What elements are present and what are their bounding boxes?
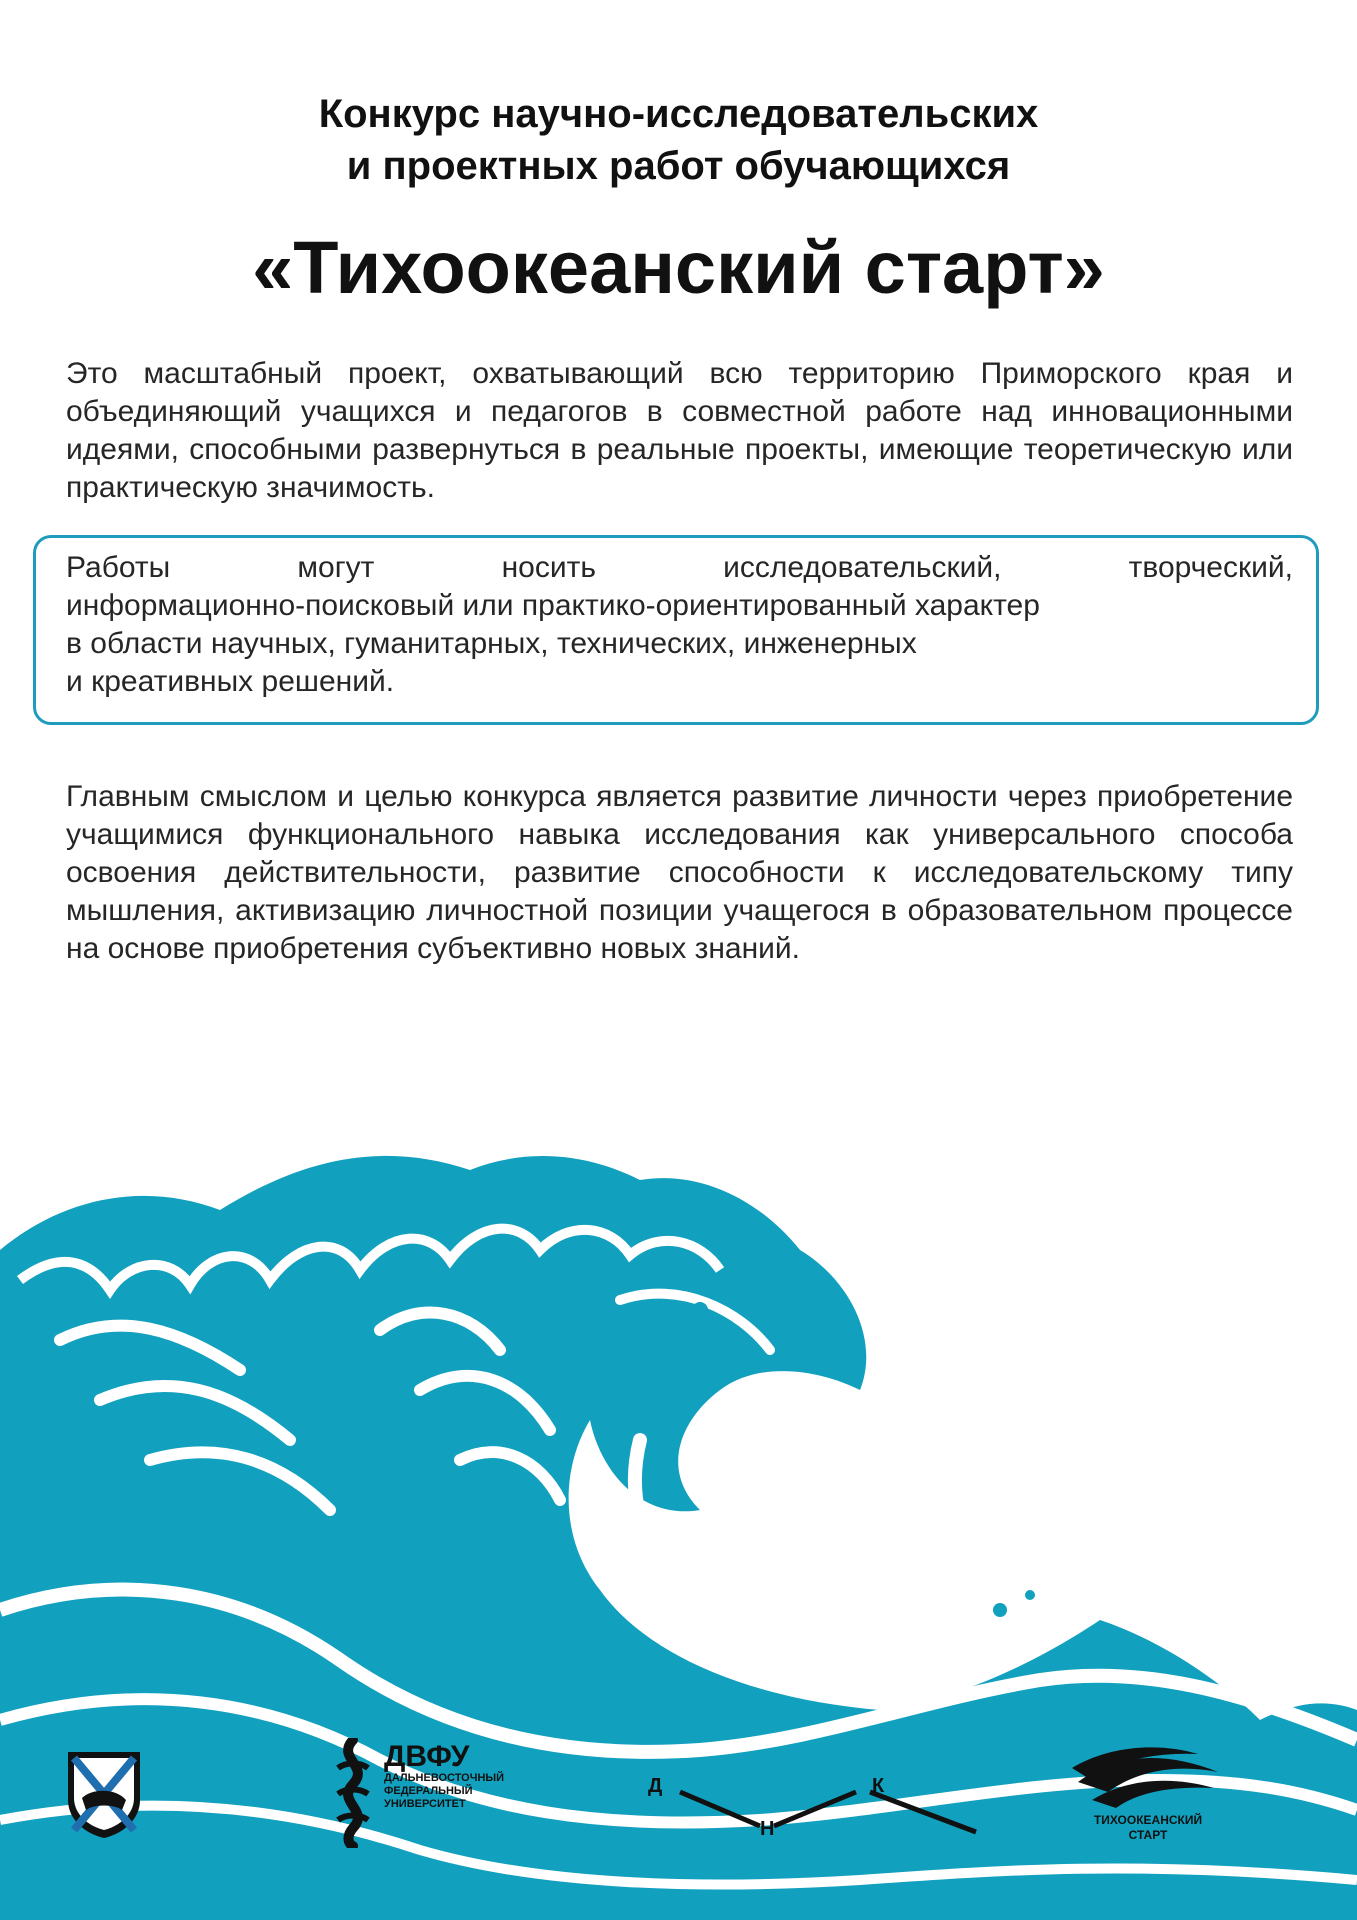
- dvfu-sub-line-2: ФЕДЕРАЛЬНЫЙ: [384, 1785, 473, 1797]
- dvfu-logo-subtitle: [384, 1772, 524, 1811]
- dnk-letter-n: Н: [760, 1818, 775, 1840]
- pacific-start-logo-name: [1068, 1813, 1228, 1843]
- ts-line-2: СТАРТ: [1128, 1828, 1168, 1842]
- dnk-letter-d: Д: [648, 1775, 663, 1797]
- word: Работы: [66, 551, 171, 584]
- work-types-line-2: информационно-поисковый или практико-ориентированный характер: [66, 589, 1040, 622]
- work-types-line-1: [66, 549, 1293, 587]
- heading-line-2: и проектных работ обучающихся: [346, 144, 1011, 188]
- word: могут: [297, 551, 375, 584]
- dvfu-emblem: [326, 1738, 380, 1848]
- coat-of-arms-logo: [64, 1748, 144, 1840]
- word: носить: [501, 551, 596, 584]
- dvfu-sub-line-1: ДАЛЬНЕВОСТОЧНЫЙ: [384, 1772, 505, 1784]
- goal-paragraph: Главным смыслом и целью конкурса является развитие личности через приобретение учащимися функционального навыка исследования как универсального способа освоения действительности, развитие способности к исследовательскому типу мышления, активизацию личностной позиции учащегося в образовательном процессе на основе приобретения субъективно новых знаний.: [66, 780, 1293, 965]
- word: исследовательский,: [723, 551, 1002, 584]
- word: творческий,: [1128, 551, 1293, 584]
- work-types-line-4: и креативных решений.: [66, 665, 395, 698]
- contest-heading: [0, 88, 1357, 192]
- ts-line-1: ТИХООКЕАНСКИЙ: [1093, 1813, 1203, 1827]
- dvfu-sub-line-3: УНИВЕРСИТЕТ: [384, 1798, 466, 1810]
- dnk-logo-lines: [670, 1770, 990, 1840]
- contest-title: «Тихоокеанский старт»: [252, 226, 1105, 309]
- intro-paragraph: Это масштабный проект, охватывающий всю территорию Приморского края и объединяющий учащихся и педагогов в совместной работе над инновационными идеями, способными развернуться в реальные проекты, имеющие теоретическую или практическую значимость.: [66, 357, 1293, 504]
- work-types-line-3: в области научных, гуманитарных, технических, инженерных: [66, 627, 917, 660]
- dvfu-logo-name: ДВФУ: [384, 1740, 470, 1773]
- dnk-letter-k: К: [872, 1775, 885, 1797]
- heading-line-1: Конкурс научно-исследовательских: [318, 92, 1039, 136]
- work-types-text: [66, 549, 1293, 701]
- pacific-start-emblem: [1068, 1742, 1228, 1812]
